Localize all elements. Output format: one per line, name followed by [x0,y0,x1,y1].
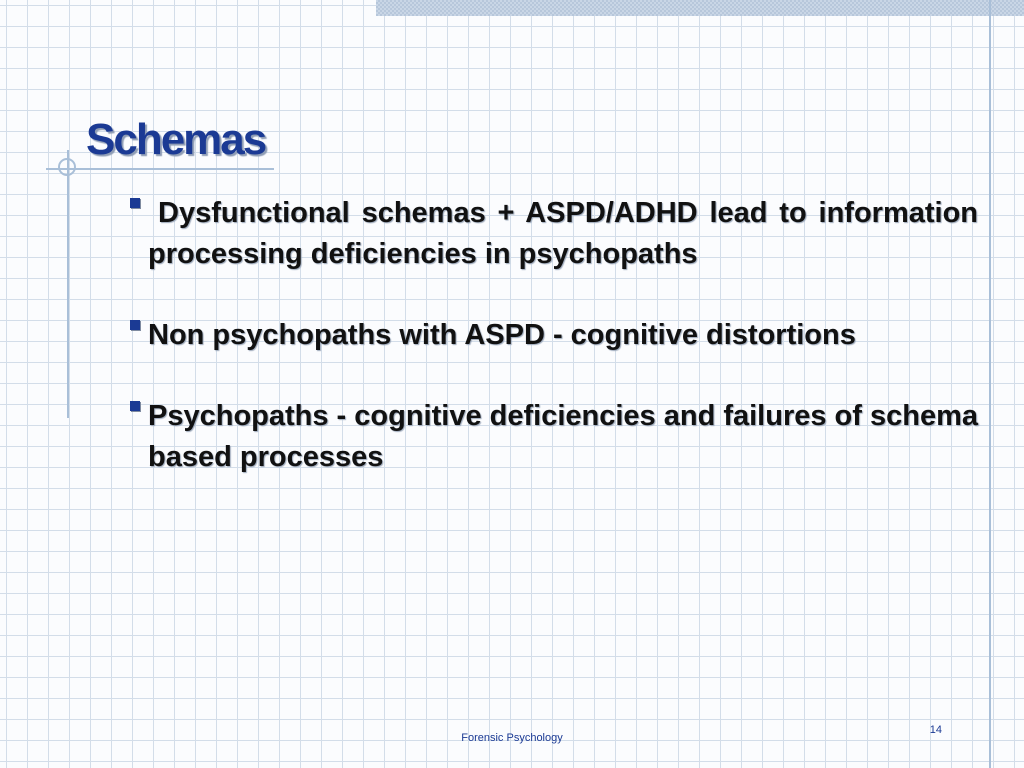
bullet-text: Non psychopaths with ASPD - cognitive distortions [148,319,856,351]
page-number: 14 [929,724,942,736]
top-decorative-band [376,0,1024,16]
right-vertical-rule [989,0,991,768]
bullet-text: Psychopaths - cognitive deficiencies and failures of schema based processes [148,400,978,473]
square-bullet-icon [130,198,140,208]
left-vertical-rule [67,150,69,418]
bullet-item [126,193,978,275]
square-bullet-icon [130,320,140,330]
bullet-item [126,396,978,478]
crosshair-circle-ornament [58,158,76,176]
footer-text: Forensic Psychology [461,732,563,744]
square-bullet-icon [130,401,140,411]
bullet-item [126,315,978,356]
bullet-text: Dysfunctional schemas + ASPD/ADHD lead to information processing deficiencies in psychopaths [148,197,978,270]
bullet-list [126,193,978,518]
slide-title: Schemas [86,115,266,164]
title-underline-rule [46,168,274,170]
